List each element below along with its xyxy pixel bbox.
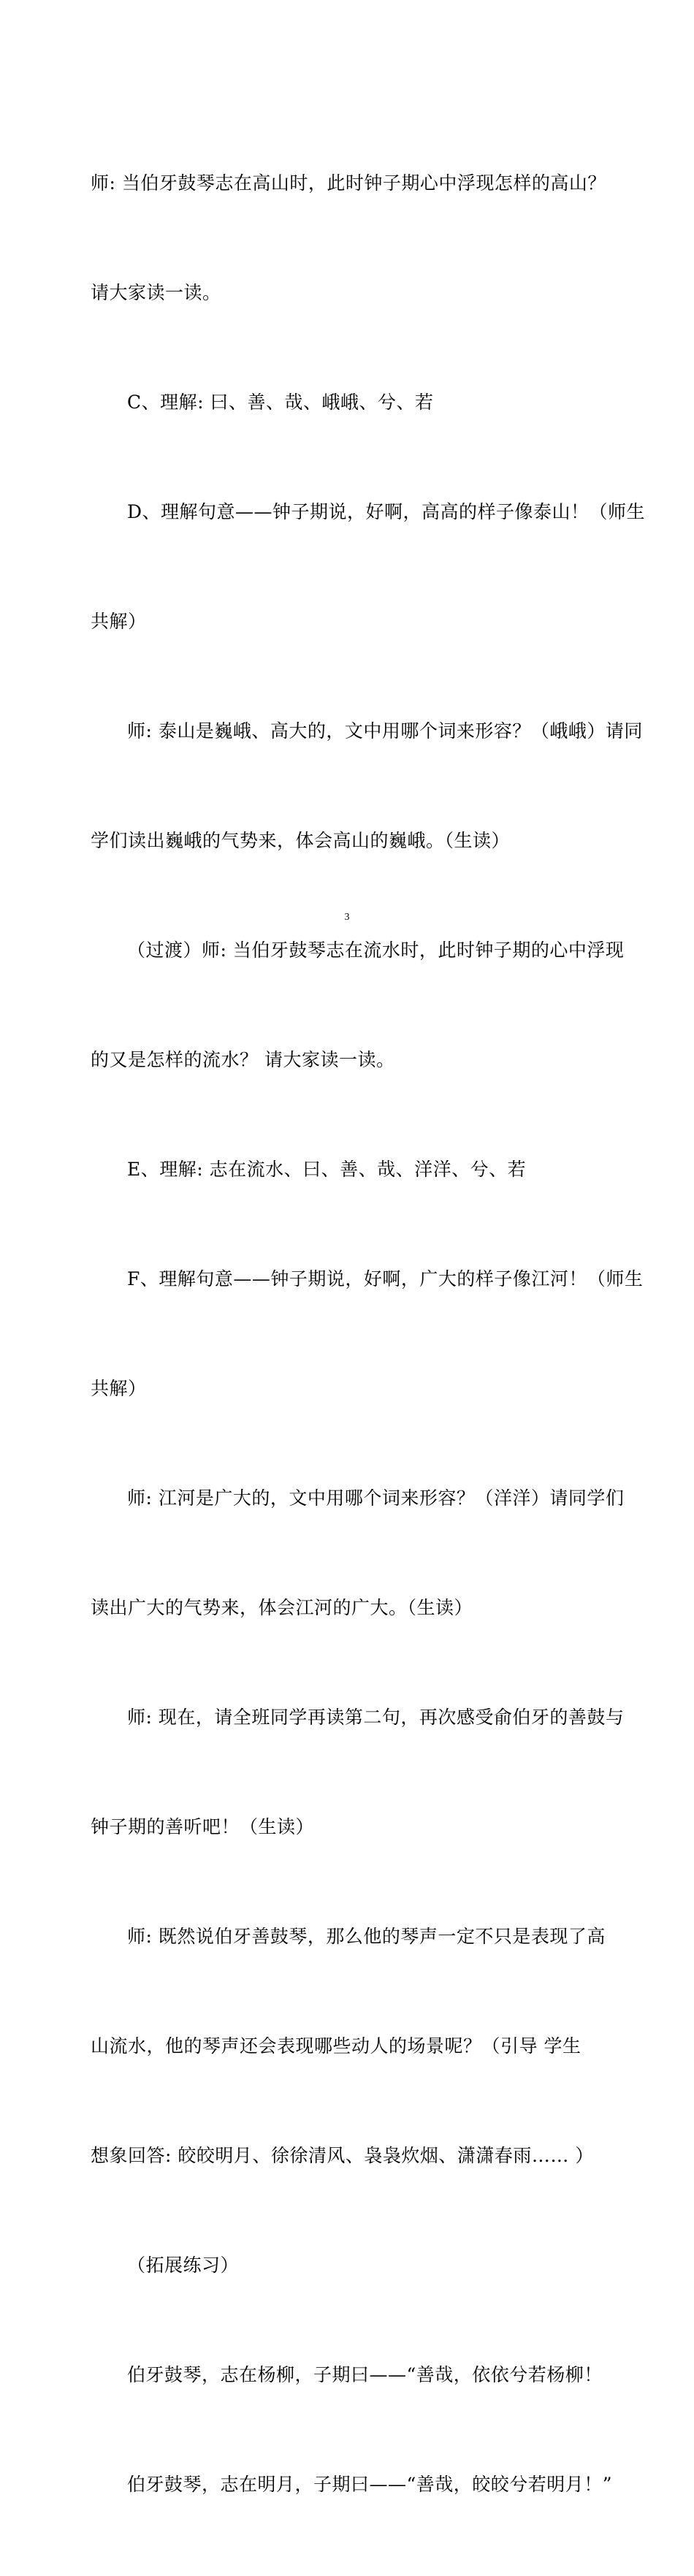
text-line: E、理解: 志在流水、曰、善、哉、洋洋、兮、若 [127, 1159, 527, 1180]
page-number: 3 [344, 912, 350, 923]
text-line: （拓展练习） [127, 2255, 240, 2276]
text-line: 伯牙鼓琴，志在明月，子期曰——“善哉，皎皎兮若明月！” [127, 2474, 613, 2495]
text-line: 师: 既然说伯牙善鼓琴，那么他的琴声一定不只是表现了高 [127, 1926, 606, 1947]
text-block [91, 92, 646, 2576]
text-line: 师: 江河是广大的，文中用哪个词来形容？（洋洋）请同学们 [127, 1487, 625, 1509]
text-line: 师: 泰山是巍峨、高大的，文中用哪个词来形容？（峨峨）请同 [127, 720, 643, 742]
text-line: 的又是怎样的流水？ 请大家读一读。 [91, 1049, 395, 1070]
text-line: 师: 当伯牙鼓琴志在高山时，此时钟子期心中浮现怎样的高山？ [91, 172, 606, 194]
text-line: C、理解: 曰、善、哉、峨峨、兮、若 [127, 392, 434, 413]
text-line: （过渡）师: 当伯牙鼓琴志在流水时，此时钟子期的心中浮现 [127, 940, 625, 961]
text-line: 共解） [91, 611, 147, 632]
text-line: 师: 现在，请全班同学再读第二句，再次感受俞伯牙的善鼓与 [127, 1707, 625, 1728]
text-line: F、理解句意——钟子期说，好啊，广大的样子像江河！（师生 [127, 1268, 644, 1289]
document-body [91, 92, 646, 2576]
text-line: 伯牙鼓琴，志在杨柳，子期曰——“善哉，依依兮若杨柳！ [127, 2364, 603, 2385]
text-line: 钟子期的善听吧！（生读） [91, 1816, 315, 1837]
text-line: 山流水，他的琴声还会表现哪些动人的场景呢？（引导 学生 [91, 2035, 581, 2057]
text-line: 想象回答: 皎皎明月、徐徐清风、袅袅炊烟、潇潇春雨…… ） [91, 2145, 594, 2166]
text-line: 学们读出巍峨的气势来，体会高山的巍峨。（生读） [91, 830, 511, 851]
text-line: 读出广大的气势来，体会江河的广大。（生读） [91, 1597, 473, 1618]
text-line: D、理解句意——钟子期说，好啊，高高的样子像泰山！（师生 [127, 501, 646, 522]
text-line: 请大家读一读。 [91, 282, 221, 303]
text-line: 共解） [91, 1378, 147, 1399]
